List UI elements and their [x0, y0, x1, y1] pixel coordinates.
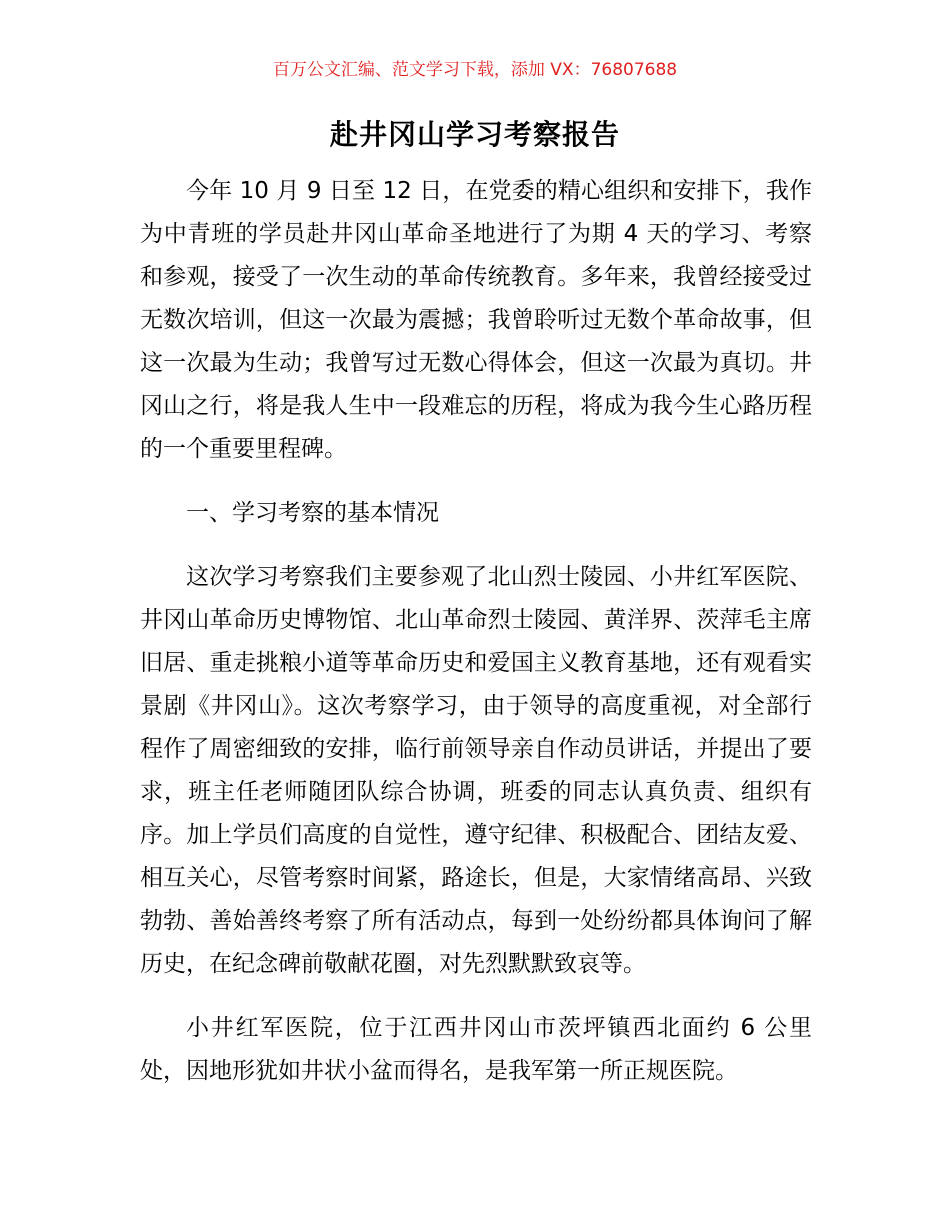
- header-notice: 百万公文汇编、范文学习下载，添加 VX：76807688: [272, 60, 678, 80]
- document-title: 赴井冈山学习考察报告: [329, 118, 620, 151]
- section-heading-basic-situation: 一、学习考察的基本情况: [186, 500, 439, 526]
- document-body: [140, 170, 812, 1093]
- paragraph-visit-summary: 这次学习考察我们主要参观了北山烈士陵园、小井红军医院、井冈山革命历史博物馆、北山革命烈士陵园、黄洋界、茨萍毛主席旧居、重走挑粮小道等革命历史和爱国主义教育基地，还有观看实景剧《井冈山》。这次考察学习，由于领导的高度重视，对全部行程作了周密细致的安排，临行前领导亲自作动员讲话，并提出了要求，班主任老师随团队综合协调，班委的同志认真负责、组织有序。加上学员们高度的自觉性，遵守纪律、积极配合、团结友爱、相互关心，尽管考察时间紧，路途长，但是，大家情绪高昂、兴致勃勃、善始善终考察了所有活动点，每到一处纷纷都具体询问了解历史，在纪念碑前敬献花圈，对先烈默默致哀等。: [140, 564, 812, 977]
- paragraph-red-army-hospital: 小井红军医院，位于江西井冈山市茨坪镇西北面约 6 公里处，因地形犹如井状小盆而得名，是我军第一所正规医院。: [140, 1015, 812, 1084]
- paragraph-intro: 今年 10 月 9 日至 12 日，在党委的精心组织和安排下，我作为中青班的学员赴井冈山革命圣地进行了为期 4 天的学习、考察和参观，接受了一次生动的革命传统教育。多年来，我曾经接受过无数次培训，但这一次最为震撼；我曾聆听过无数个革命故事，但这一次最为生动；我曾写过无数心得体会，但这一次最为真切。井冈山之行，将是我人生中一段难忘的历程，将成为我今生心路历程的一个重要里程碑。: [140, 178, 812, 462]
